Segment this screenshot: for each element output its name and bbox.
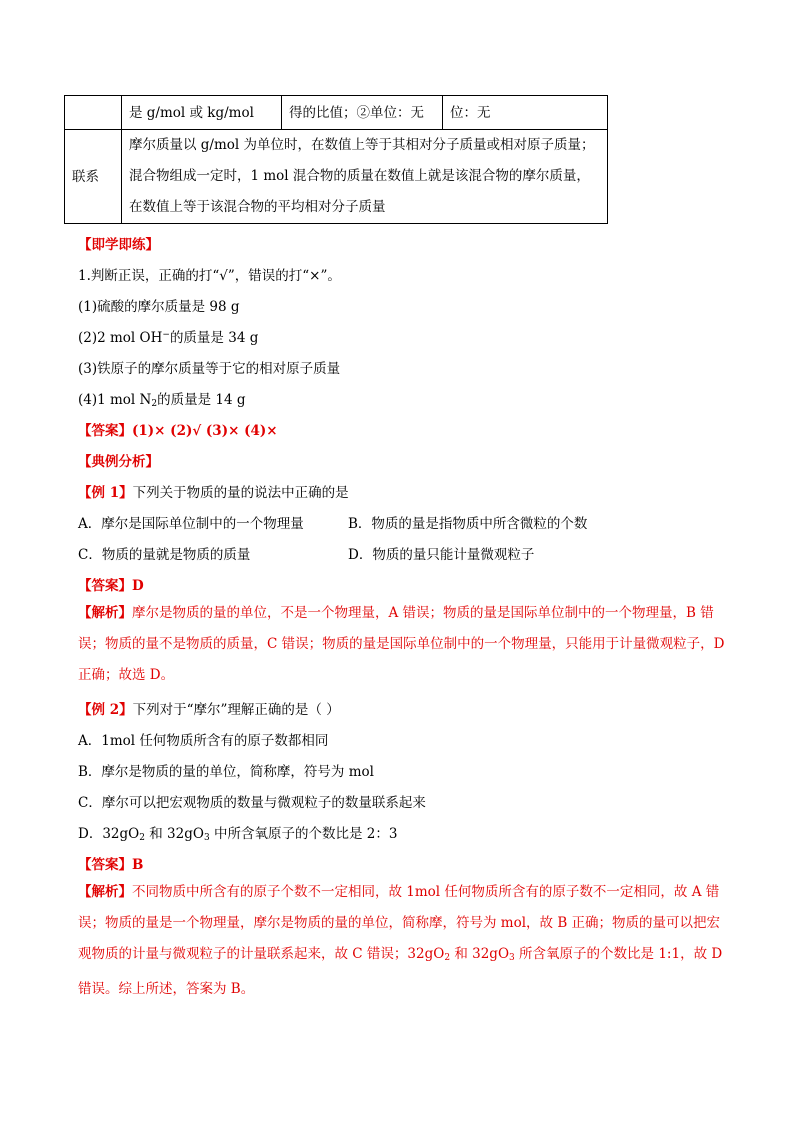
item-text: 的质量是 34 g bbox=[169, 330, 259, 346]
item-text: 的质量是 14 g bbox=[157, 392, 246, 408]
subscript: 2 bbox=[151, 399, 158, 409]
table-cell: 摩尔质量以 g/mol 为单位时，在数值上等于其相对分子质量或相对原子质量；混合物组成一定时，1 mol 混合物的质量在数值上就是该混合物的摩尔质量，在数值上等于该混合物的平均相对分子质量 bbox=[122, 130, 608, 224]
question-text: 下列对于“摩尔”理解正确的是（ ） bbox=[132, 702, 340, 718]
explanation-tag: 【解析】 bbox=[78, 884, 132, 900]
example-tag: 【例 1】 bbox=[78, 485, 133, 501]
question-item bbox=[78, 326, 258, 346]
answer-tag: 【答案】 bbox=[78, 578, 132, 594]
option-d bbox=[78, 822, 397, 843]
option-a: A．摩尔是国际单位制中的一个物理量 bbox=[78, 516, 304, 532]
option-b: B．物质的量是指物质中所含微粒的个数 bbox=[348, 516, 588, 532]
option-d: D．物质的量只能计量微观粒子 bbox=[348, 547, 535, 563]
explanation-text: 摩尔是物质的量的单位，不是一个物理量，A 错误；物质的量是国际单位制中的一个物理量，B 错误；物质的量不是物质的质量，C 错误；物质的量是国际单位制中的一个物理量，只能用于计量微观粒子，D 正确；故选 D。 bbox=[78, 605, 725, 683]
table-row bbox=[65, 130, 608, 224]
subscript: 2 bbox=[444, 953, 451, 963]
table-row-label: 联系 bbox=[65, 130, 122, 224]
item-text: (4)1 mol N bbox=[78, 392, 152, 408]
example-1-question bbox=[78, 481, 349, 501]
question-text: 下列关于物质的量的说法中正确的是 bbox=[132, 485, 349, 501]
example-2-question bbox=[78, 698, 340, 718]
subscript: 2 bbox=[139, 833, 145, 843]
section-heading-practice: 【即学即练】 bbox=[78, 237, 159, 253]
table-cell: 得的比值；②单位：无 bbox=[282, 96, 443, 130]
option-c: C．物质的量就是物质的质量 bbox=[78, 547, 251, 563]
question-item: (3)铁原子的摩尔质量等于它的相对原子质量 bbox=[78, 361, 341, 377]
molar-mass-table bbox=[64, 95, 608, 224]
section-heading-analysis: 【典例分析】 bbox=[78, 454, 159, 470]
answer-value: B bbox=[132, 857, 144, 873]
table-cell: 是 g/mol 或 kg/mol bbox=[122, 96, 282, 130]
explanation-text: 和 32gO bbox=[450, 946, 510, 962]
explanation-tag: 【解析】 bbox=[78, 605, 132, 621]
table-cell bbox=[65, 96, 122, 130]
option-b: B．摩尔是物质的量的单位，简称摩，符号为 mol bbox=[78, 764, 374, 780]
example-tag: 【例 2】 bbox=[78, 702, 133, 718]
example-2-explanation bbox=[78, 877, 726, 1005]
example-2-answer bbox=[78, 853, 143, 873]
explanation-text: 所含氧原子的个数比是 1:1，故 D 错误。综上所述，答案为 B。 bbox=[78, 946, 723, 997]
example-1-answer bbox=[78, 574, 144, 594]
table-row bbox=[65, 96, 608, 130]
table-cell: 位：无 bbox=[443, 96, 608, 130]
question-item bbox=[78, 388, 246, 409]
practice-answer: 【答案】(1)× (2)√ (3)× (4)× bbox=[78, 423, 278, 439]
answer-tag: 【答案】 bbox=[78, 857, 132, 873]
subscript: 3 bbox=[509, 953, 515, 963]
option-text: D．32gO bbox=[78, 826, 140, 842]
explanation-text: 不同物质中所含有的原子个数不一定相同，故 1mol 任何物质所含有的原子数不一定相同，故 A 错误；物质的量是一个物理量，摩尔是物质的量的单位，简称摩，符号为 mol，故 B 正确；物质的量可以把宏观物质的计量与微观粒子的计量联系起来，故 C 错误；32gO bbox=[78, 884, 721, 962]
question-item: (1)硫酸的摩尔质量是 98 g bbox=[78, 299, 240, 315]
item-text: (2)2 mol OH bbox=[78, 330, 163, 346]
example-1-explanation bbox=[78, 598, 726, 691]
answer-value: D bbox=[132, 578, 144, 594]
question-intro: 1.判断正误，正确的打“√”，错误的打“×”。 bbox=[78, 268, 341, 284]
superscript: − bbox=[162, 330, 170, 340]
option-text: 中所含氧原子的个数比是 2：3 bbox=[209, 826, 398, 842]
option-text: 和 32gO bbox=[144, 826, 204, 842]
subscript: 3 bbox=[203, 833, 210, 843]
option-a: A．1mol 任何物质所含有的原子数都相同 bbox=[78, 733, 329, 749]
option-c: C．摩尔可以把宏观物质的数量与微观粒子的数量联系起来 bbox=[78, 795, 426, 811]
